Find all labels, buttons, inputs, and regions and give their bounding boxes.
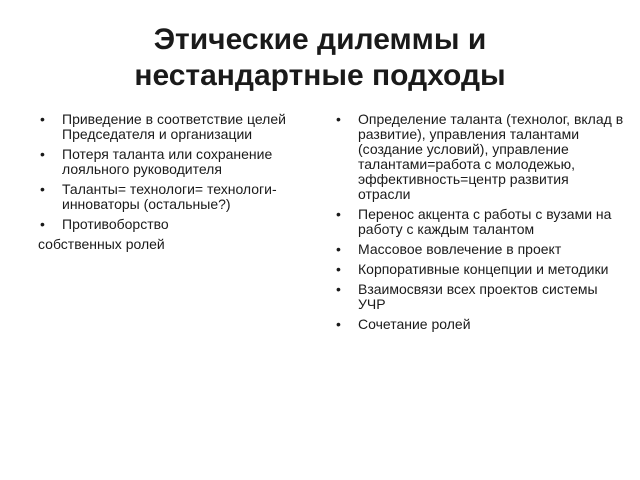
left-continuation-text: собственных ролей	[38, 236, 165, 252]
bullet-icon: •	[336, 316, 341, 332]
bullet-icon: •	[336, 261, 341, 277]
left-item-text: Противоборство	[62, 216, 169, 232]
bullet-icon: •	[336, 206, 341, 222]
bullet-icon: •	[40, 216, 45, 232]
left-item-text: Приведение в соответствие целей Председателя и организации	[62, 111, 286, 142]
slide-title-line-1: Этические дилеммы и	[153, 23, 487, 56]
bullet-icon: •	[336, 281, 341, 297]
right-item-text: Корпоративные концепции и методики	[358, 261, 609, 277]
right-item-text: Взаимосвязи всех проектов системы УЧР	[358, 281, 598, 312]
bullet-icon: •	[40, 146, 45, 162]
right-list-item	[334, 207, 624, 237]
left-column	[38, 112, 318, 252]
right-item-text: Перенос акцента с работы с вузами на работу с каждым талантом	[358, 206, 612, 237]
right-item-text: Массовое вовлечение в проект	[358, 241, 562, 257]
right-item-text: Сочетание ролей	[358, 316, 471, 332]
left-list-item	[38, 217, 318, 232]
right-list-item	[334, 282, 624, 312]
right-column	[334, 112, 624, 337]
bullet-icon: •	[40, 111, 45, 127]
bullet-icon: •	[336, 241, 341, 257]
left-list-item	[38, 182, 318, 212]
right-list-item	[334, 112, 624, 202]
right-item-text: Определение таланта (технолог, вклад в развитие), управления талантами (создание условий), управление талантами=работа с молодежью, эффективность=центр развития отрасли	[358, 111, 624, 202]
left-item-text: Потеря таланта или сохранение лояльного руководителя	[62, 146, 273, 177]
right-list-item	[334, 242, 624, 257]
slide-title-line-2: нестандартные подходы	[134, 59, 506, 92]
left-list-item	[38, 147, 318, 177]
slide-title	[0, 22, 640, 94]
left-list-item	[38, 112, 318, 142]
bullet-icon: •	[336, 111, 341, 127]
bullet-icon: •	[40, 181, 45, 197]
left-item-text: Таланты= технологи= технологи-инноваторы (остальные?)	[62, 181, 277, 212]
right-list-item	[334, 262, 624, 277]
right-list-item	[334, 317, 624, 332]
